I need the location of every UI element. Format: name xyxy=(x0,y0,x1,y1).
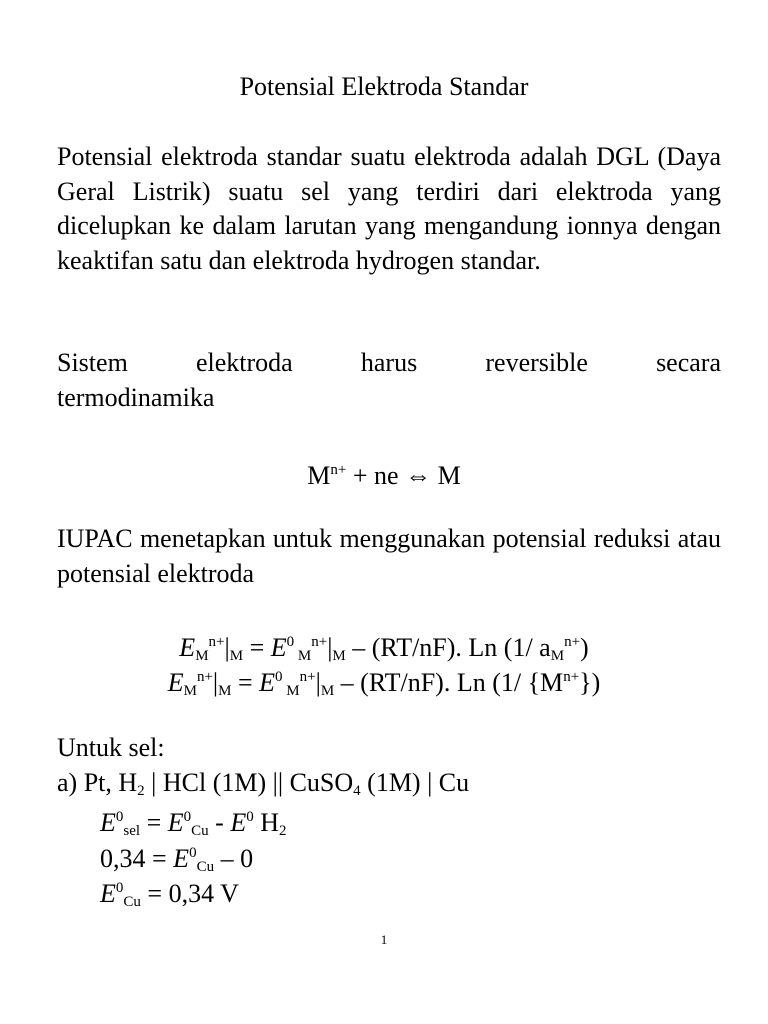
page-number: 1 xyxy=(380,932,388,947)
word: harus xyxy=(360,348,418,377)
page-title: Potensial Elektroda Standar xyxy=(239,72,529,101)
word: reversible xyxy=(485,348,588,377)
reversible-line-2: termodinamika xyxy=(57,382,215,412)
cell-potential-result: $E^0_{Cu} = 0,34$ V xyxy=(100,879,239,910)
cell-notation: a) Pt, $H_2$ | HCl (1M) || CuSO$_4$ (1M) | Cu xyxy=(57,768,470,799)
word: Sistem xyxy=(57,348,128,377)
cell-potential-substitution: $0,34 = E^0_{Cu} - 0$ xyxy=(100,844,254,875)
iupac-paragraph: IUPAC menetapkan untuk menggunakan potensial reduksi atau potensial elektroda xyxy=(57,524,721,588)
reaction-equation: $M^{n+}$ + ne ⇔ M xyxy=(307,461,461,490)
reversible-line-1 xyxy=(57,346,721,381)
reversible-paragraph xyxy=(57,346,721,415)
word: elektroda xyxy=(195,348,293,377)
cell-heading: Untuk sel: xyxy=(57,733,165,762)
word: secara xyxy=(656,348,721,377)
nernst-equation-activity: $E_M^{n+}|_M = E^0$ $_M^{n+}|_M - (RT/nF)$. Ln (1/ $a_M^{n+}$) xyxy=(179,633,589,664)
nernst-equation-concentration: $E_M^{n+}|_M = E^0$ $_M^{n+}|_M - (RT/nF)$. Ln (1/ $\{M^{n+}\}$) xyxy=(167,668,601,699)
cell-potential-formula: $E^0_{sel} = E^0_{Cu} - E^0$ $H_2$ xyxy=(100,808,287,839)
definition-paragraph: Potensial elektroda standar suatu elektroda adalah DGL (Daya Geral Listrik) suatu sel yang terdiri dari elektroda yang dicelupkan ke dalam larutan yang mengandung ionnya dengan keaktifan satu dan elektroda hydrogen standar. xyxy=(57,142,721,275)
